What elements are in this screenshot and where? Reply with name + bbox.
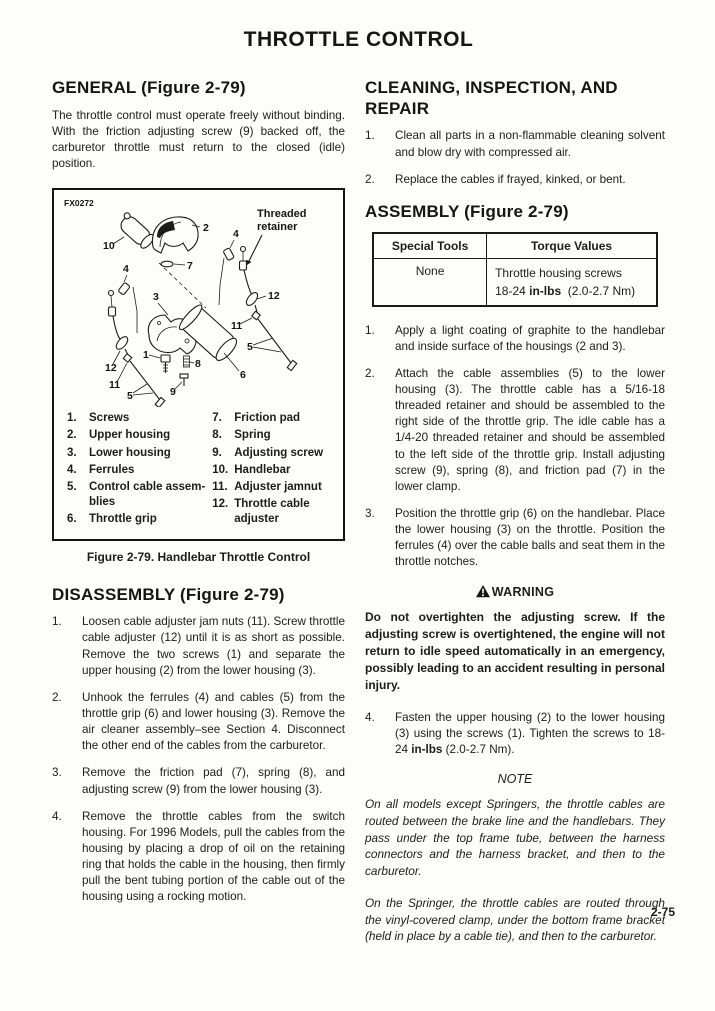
callout-10: 10	[103, 240, 115, 253]
general-body: The throttle control must operate freely without binding. With the friction adjusting screw (9) backed off, the carburetor throttle must return to the closed (idle) position.	[52, 108, 345, 171]
cleaning-step: 1. Clean all parts in a non-flammable cleaning solvent and blow dry with compressed air.	[365, 129, 665, 159]
parts-list	[61, 411, 336, 529]
assembly-step: 3. Position the throttle grip (6) on the handlebar. Place the lower housing (3) on the throttle. Position the ferrules (4) over the cable balls and seat them in the throttle notches.	[365, 507, 665, 569]
adjusting-screw-part	[180, 374, 188, 386]
callout-11-left: 11	[109, 379, 121, 392]
figure-2-79	[52, 188, 345, 540]
callout-2: 2	[203, 222, 209, 235]
page-title: THROTTLE CONTROL	[243, 28, 474, 51]
callout-4-right: 4	[233, 228, 239, 241]
callout-9: 9	[170, 386, 176, 399]
parts-list-col2	[212, 411, 336, 529]
note-paragraph: On the Springer, the throttle cables are routed through the vinyl-covered clamp, under the bottom frame bracket (held in place by a cable tie), and then to the carburetor.	[365, 895, 665, 944]
spring-part	[184, 356, 190, 367]
special-tools-table	[372, 232, 658, 307]
ferrule-left-part	[118, 283, 130, 296]
part-item: 12. Throttle cable adjuster	[212, 498, 310, 526]
friction-pad-part	[161, 261, 173, 267]
part-item: 5. Control cable assem-blies	[67, 480, 206, 509]
disassembly-step: 3. Remove the friction pad (7), spring (8), and adjusting screw (9) from the lower housing (3).	[52, 766, 345, 796]
part-item: 2. Upper housing	[67, 429, 171, 442]
threaded-retainer-label-line1: Threaded	[257, 208, 307, 221]
warning-text: Do not overtighten the adjusting screw. If the adjusting screw is overtightened, the engine will not return to idle speed automatically in an emergency, possibly leading to an accident resulting in personal injury.	[365, 609, 665, 692]
callout-5-right: 5	[247, 341, 253, 354]
right-column	[365, 78, 665, 960]
parts-list-col1	[67, 411, 212, 529]
callout-12-right: 12	[268, 290, 280, 303]
assembly-axis-line	[159, 263, 206, 308]
warning-triangle-icon	[476, 585, 490, 598]
exploded-diagram	[61, 195, 338, 407]
figure-caption: Figure 2-79. Handlebar Throttle Control	[86, 549, 311, 564]
disassembly-step: 4. Remove the throttle cables from the switch housing. For 1996 Models, pull the cables from the housing by placing a drop of oil on the retaining ring that holds the cable in the housing, then firmly pull the bent tubing portion of the cable out of the housing using a rocking motion.	[52, 809, 345, 904]
cleaning-step: 2. Replace the cables if frayed, kinked, or bent.	[365, 172, 626, 186]
part-item: 3. Lower housing	[67, 446, 171, 459]
note-label: NOTE	[497, 772, 533, 787]
ferrule-right-part	[223, 248, 234, 261]
part-item: 7. Friction pad	[212, 412, 301, 425]
left-column	[52, 78, 345, 916]
disassembly-step: 1. Loosen cable adjuster jam nuts (11). Screw throttle cable adjuster (12) until it is as short as possible. Remove the two screws (1) and separate the upper housing (2) from the lower housing (3).	[52, 615, 345, 677]
warning-label: WARNING	[491, 584, 555, 599]
disassembly-step: 2. Unhook the ferrules (4) and cables (5) from the throttle grip (6) and lower housing (3). Remove the air cleaner assembly–see Section 4. Disconnect the other end of the cables from the carburetor.	[52, 690, 345, 753]
cleaning-heading: CLEANING, INSPECTION, AND REPAIR	[365, 78, 618, 118]
callout-4-left: 4	[123, 263, 129, 276]
warning-header	[365, 585, 665, 599]
part-item: 1. Screws	[67, 412, 130, 425]
callout-11-right: 11	[231, 320, 243, 333]
page-number: 2-75	[650, 905, 675, 919]
assembly-step-4: 4. Fasten the upper housing (2) to the lower housing (3) using the screws (1). Tighten the screws to 18-24 in-lbs (2.0-2.7 Nm).	[365, 710, 665, 757]
figure-code-label: FX0272	[64, 198, 94, 209]
part-item: 4. Ferrules	[67, 463, 135, 476]
disassembly-heading: DISASSEMBLY (Figure 2-79)	[52, 584, 285, 604]
callout-12-left: 12	[105, 362, 117, 375]
part-item: 9. Adjusting screw	[212, 446, 324, 459]
callout-6: 6	[240, 369, 246, 382]
table-header-special-tools: Special Tools	[373, 233, 487, 259]
part-item: 6. Throttle grip	[67, 513, 157, 526]
handlebar-part	[116, 212, 156, 251]
assembly-step: 2. Attach the cable assemblies (5) to the lower housing (3). The throttle cable has a 5/16-18 threaded retainer and should be assembled to the right side of the throttle grip. The idle cable has a 1/4-20 threaded retainer and should be assembled to the left side of the throttle grip. Install adjusting screw (9), spring (8), and friction pad (7) in the lower clamp.	[365, 366, 665, 493]
part-item: 11. Adjuster jamnut	[212, 480, 322, 493]
callout-3: 3	[153, 291, 159, 304]
screw-part	[161, 355, 170, 373]
callout-1: 1	[143, 349, 149, 362]
callout-5-left: 5	[127, 390, 133, 403]
assembly-heading: ASSEMBLY (Figure 2-79)	[365, 201, 569, 221]
callout-8: 8	[195, 358, 201, 371]
note-paragraph: On all models except Springers, the throttle cables are routed between the brake line and the handlebars. They pass under the top frame tube, between the harness connectors and the harness bracket, and then to the carburetor.	[365, 797, 665, 879]
callout-7: 7	[187, 260, 193, 273]
table-cell-tools: None	[373, 258, 487, 306]
table-cell-torque: Throttle housing screws 18-24 in-lbs (2.0-2.7 Nm)	[487, 258, 657, 306]
part-item: 10. Handlebar	[212, 463, 291, 476]
threaded-retainer-label-line2: retainer	[257, 221, 298, 234]
two-column-layout	[52, 78, 665, 960]
table-header-torque-values: Torque Values	[487, 233, 657, 259]
assembly-step: 1. Apply a light coating of graphite to the handlebar and inside surface of the housings (2 and 3).	[365, 323, 665, 353]
part-item: 8. Spring	[212, 429, 271, 442]
upper-housing-part	[152, 217, 198, 253]
general-heading: GENERAL (Figure 2-79)	[52, 78, 246, 97]
